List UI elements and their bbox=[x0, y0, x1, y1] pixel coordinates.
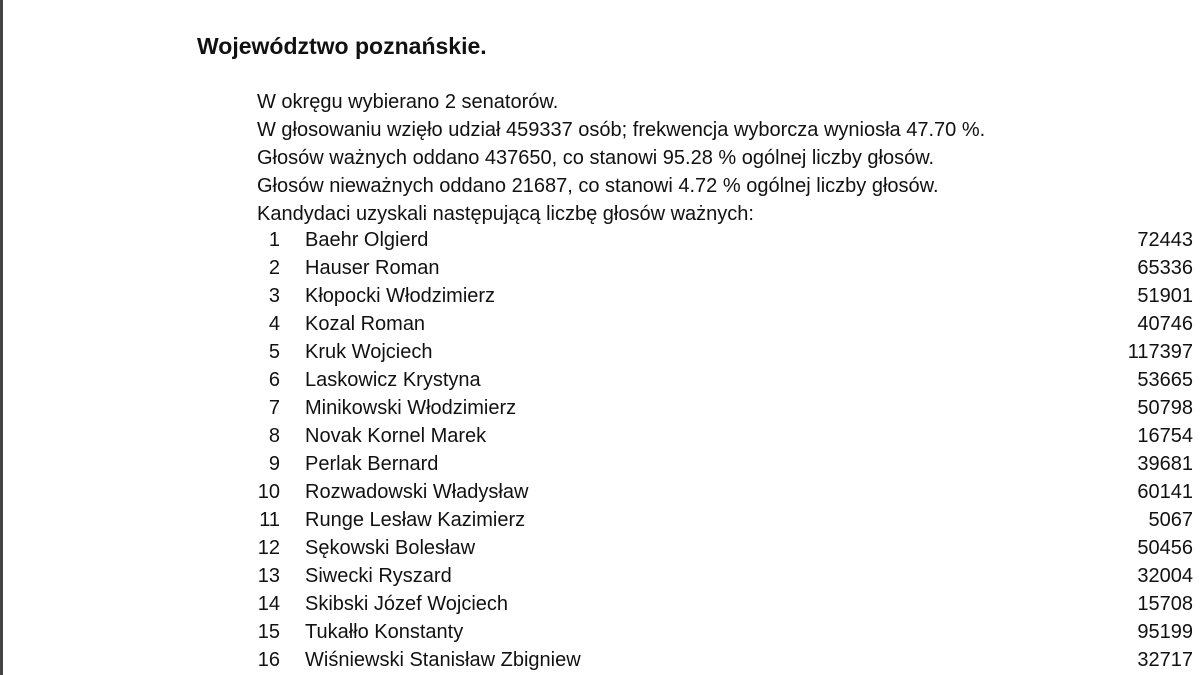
candidate-number: 3 bbox=[268, 285, 280, 307]
candidate-votes: 32717 bbox=[1137, 649, 1193, 671]
list-item bbox=[250, 422, 1193, 450]
candidate-name: Kruk Wojciech bbox=[305, 341, 433, 363]
list-item bbox=[250, 646, 1193, 674]
page-left-edge bbox=[0, 0, 3, 675]
candidate-number: 10 bbox=[257, 481, 280, 503]
candidate-number: 7 bbox=[268, 397, 280, 419]
candidate-name: Kozal Roman bbox=[305, 313, 426, 335]
candidate-name: Rozwadowski Władysław bbox=[305, 481, 529, 503]
list-item bbox=[250, 618, 1193, 646]
candidate-name: Skibski Józef Wojciech bbox=[305, 593, 509, 615]
list-item bbox=[250, 226, 1193, 254]
candidate-name: Sękowski Bolesław bbox=[305, 537, 476, 559]
candidate-votes: 40746 bbox=[1137, 313, 1193, 335]
list-item bbox=[250, 562, 1193, 590]
candidate-votes: 50798 bbox=[1137, 397, 1193, 419]
candidate-votes: 15708 bbox=[1137, 593, 1193, 615]
list-item bbox=[250, 506, 1193, 534]
list-item bbox=[250, 254, 1193, 282]
summary-line-seats: W okręgu wybierano 2 senatorów. bbox=[257, 91, 559, 113]
summary-line-candidates-intro: Kandydaci uzyskali następującą liczbę głosów ważnych: bbox=[257, 203, 754, 225]
candidate-list bbox=[250, 226, 1193, 674]
candidate-number: 2 bbox=[268, 257, 280, 279]
candidate-number: 4 bbox=[268, 313, 280, 335]
summary-block bbox=[257, 88, 985, 228]
candidate-votes: 117397 bbox=[1127, 341, 1193, 363]
candidate-votes: 53665 bbox=[1137, 369, 1193, 391]
candidate-votes: 16754 bbox=[1137, 425, 1193, 447]
list-item bbox=[250, 338, 1193, 366]
candidate-votes: 39681 bbox=[1137, 453, 1193, 475]
candidate-number: 15 bbox=[257, 621, 280, 643]
candidate-number: 5 bbox=[268, 341, 280, 363]
candidate-number: 6 bbox=[268, 369, 280, 391]
candidate-votes: 50456 bbox=[1137, 537, 1193, 559]
summary-line-turnout: W głosowaniu wzięło udział 459337 osób; frekwencja wyborcza wyniosła 47.70 %. bbox=[257, 119, 986, 141]
list-item bbox=[250, 310, 1193, 338]
candidate-number: 16 bbox=[257, 649, 280, 671]
candidate-number: 9 bbox=[268, 453, 280, 475]
list-item bbox=[250, 394, 1193, 422]
summary-line-valid-votes: Głosów ważnych oddano 437650, co stanowi 95.28 % ogólnej liczby głosów. bbox=[257, 147, 935, 169]
candidate-name: Laskowicz Krystyna bbox=[305, 369, 481, 391]
candidate-name: Hauser Roman bbox=[305, 257, 440, 279]
list-item bbox=[250, 534, 1193, 562]
candidate-votes: 72443 bbox=[1137, 229, 1193, 251]
candidate-votes: 51901 bbox=[1137, 285, 1193, 307]
candidate-number: 1 bbox=[268, 229, 280, 251]
list-item bbox=[250, 478, 1193, 506]
candidate-number: 14 bbox=[257, 593, 280, 615]
list-item bbox=[250, 366, 1193, 394]
candidate-votes: 65336 bbox=[1137, 257, 1193, 279]
candidate-votes: 95199 bbox=[1137, 621, 1193, 643]
candidate-name: Tukałło Konstanty bbox=[305, 621, 464, 643]
candidate-name: Kłopocki Włodzimierz bbox=[305, 285, 496, 307]
candidate-votes: 32004 bbox=[1137, 565, 1193, 587]
candidate-number: 11 bbox=[259, 509, 280, 531]
candidate-name: Siwecki Ryszard bbox=[305, 565, 452, 587]
candidate-name: Runge Lesław Kazimierz bbox=[305, 509, 526, 531]
list-item bbox=[250, 450, 1193, 478]
candidate-name: Perlak Bernard bbox=[305, 453, 439, 475]
candidate-name: Wiśniewski Stanisław Zbigniew bbox=[305, 649, 581, 671]
list-item bbox=[250, 590, 1193, 618]
candidate-name: Baehr Olgierd bbox=[305, 229, 429, 251]
candidate-number: 12 bbox=[257, 537, 280, 559]
candidate-name: Minikowski Włodzimierz bbox=[305, 397, 517, 419]
candidate-number: 8 bbox=[268, 425, 280, 447]
candidate-votes: 5067 bbox=[1148, 509, 1193, 531]
list-item bbox=[250, 282, 1193, 310]
page-title: Województwo poznańskie. bbox=[197, 33, 487, 59]
candidate-votes: 60141 bbox=[1137, 481, 1193, 503]
candidate-name: Novak Kornel Marek bbox=[305, 425, 487, 447]
summary-line-invalid-votes: Głosów nieważnych oddano 21687, co stanowi 4.72 % ogólnej liczby głosów. bbox=[257, 175, 939, 197]
candidate-number: 13 bbox=[257, 565, 280, 587]
